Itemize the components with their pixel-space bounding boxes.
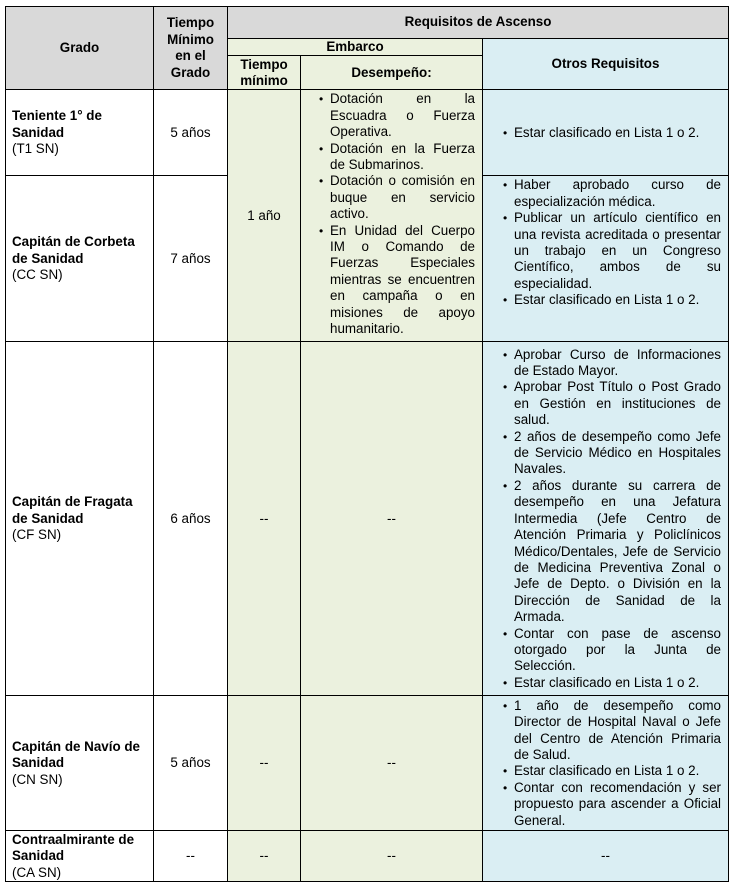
grado-cell <box>6 176 154 342</box>
tiempo-grado-cell: -- <box>154 831 228 882</box>
grado-name: Capitán de Corbeta de Sanidad <box>12 234 135 266</box>
header-desempeno: Desempeño: <box>301 56 483 90</box>
list-item: • Contar con recomendación y ser propuesto para ascender a Oficial General. <box>514 780 721 829</box>
table-row <box>6 831 729 882</box>
otros-requisitos-cell <box>483 176 729 342</box>
header-otros-requisitos: Otros Requisitos <box>483 39 729 90</box>
header-tiempo-minimo-grado: Tiempo Mínimo en el Grado <box>154 7 228 90</box>
embarco-tiempo-cell: -- <box>228 831 301 882</box>
list-item: • Contar con pase de ascenso otorgado por la Junta de Selección. <box>514 626 721 675</box>
list-item: • Estar clasificado en Lista 1 o 2. <box>514 292 721 308</box>
embarco-desempeno-cell: -- <box>301 831 483 882</box>
embarco-tiempo-cell: 1 año <box>228 90 301 342</box>
header-embarco-tiempo-minimo: Tiempo mínimo <box>228 56 301 90</box>
otros-list <box>502 125 721 141</box>
grado-cell <box>6 696 154 831</box>
grado-cell <box>6 831 154 882</box>
grado-name: Teniente 1° de Sanidad <box>12 108 102 140</box>
otros-requisitos-cell <box>483 90 729 176</box>
list-item: • Estar clasificado en Lista 1 o 2. <box>514 125 721 141</box>
table-row <box>6 696 729 831</box>
tiempo-grado-cell: 6 años <box>154 342 228 696</box>
otros-list <box>502 177 721 308</box>
tiempo-grado-cell: 5 años <box>154 90 228 176</box>
otros-list <box>502 698 721 829</box>
table-row <box>6 90 729 176</box>
grado-name: Capitán de Fragata de Sanidad <box>12 494 133 526</box>
table-row <box>6 342 729 696</box>
grado-name: Capitán de Navío de Sanidad <box>12 738 140 771</box>
tiempo-grado-cell: 7 años <box>154 176 228 342</box>
embarco-tiempo-cell: -- <box>228 342 301 696</box>
requisitos-ascenso-table <box>5 6 729 882</box>
grado-abbr: (CN SN) <box>12 771 63 787</box>
grado-abbr: (CC SN) <box>12 267 63 283</box>
embarco-tiempo-cell: -- <box>228 696 301 831</box>
header-requisitos-ascenso: Requisitos de Ascenso <box>228 7 729 39</box>
desempeno-list <box>318 91 475 337</box>
embarco-desempeno-cell: -- <box>301 696 483 831</box>
grado-abbr: (T1 SN) <box>12 141 59 157</box>
otros-requisitos-cell <box>483 342 729 696</box>
list-item: • En Unidad del Cuerpo IM o Comando de Fuerzas Especiales mientras se encuentren en campaña o en misiones de apoyo humanitario. <box>330 223 475 338</box>
list-item: • Estar clasificado en Lista 1 o 2. <box>514 763 721 779</box>
list-item: • Aprobar Curso de Informaciones de Estado Mayor. <box>514 347 721 380</box>
list-item: • Dotación en la Escuadra o Fuerza Operativa. <box>330 91 475 140</box>
grado-abbr: (CA SN) <box>12 864 62 880</box>
header-grado: Grado <box>6 7 154 90</box>
otros-requisitos-cell <box>483 696 729 831</box>
otros-list <box>502 347 721 692</box>
grado-name: Contraalmirante de Sanidad <box>12 831 135 864</box>
grado-cell <box>6 90 154 176</box>
list-item: • Publicar un artículo científico en una revista acreditada o presentar un trabajo en un Congreso Científico, ambos de su especialidad. <box>514 210 721 292</box>
list-item: • Aprobar Post Título o Post Grado en Gestión en instituciones de salud. <box>514 379 721 428</box>
header-embarco: Embarco <box>228 39 483 56</box>
list-item: • 2 años durante su carrera de desempeño en una Jefatura Intermedia (Jefe Centro de Atención Primaria y Policlínicos Médico/Dentales, Jefe de Servicio de Medicina Preventiva Zonal o Jefe de Depto. o División en la Dirección de Sanidad de la Armada. <box>514 478 721 626</box>
embarco-desempeno-cell <box>301 90 483 342</box>
list-item: • 1 año de desempeño como Director de Hospital Naval o Jefe del Centro de Atención Primaria de Salud. <box>514 698 721 764</box>
grado-abbr: (CF SN) <box>12 527 62 543</box>
list-item: • Haber aprobado curso de especialización médica. <box>514 177 721 210</box>
tiempo-grado-cell: 5 años <box>154 696 228 831</box>
otros-requisitos-cell: -- <box>483 831 729 882</box>
list-item: • Estar clasificado en Lista 1 o 2. <box>514 675 721 691</box>
embarco-desempeno-cell: -- <box>301 342 483 696</box>
list-item: • 2 años de desempeño como Jefe de Servicio Médico en Hospitales Navales. <box>514 429 721 478</box>
list-item: • Dotación en la Fuerza de Submarinos. <box>330 141 475 174</box>
list-item: • Dotación o comisión en buque en servicio activo. <box>330 173 475 222</box>
grado-cell <box>6 342 154 696</box>
